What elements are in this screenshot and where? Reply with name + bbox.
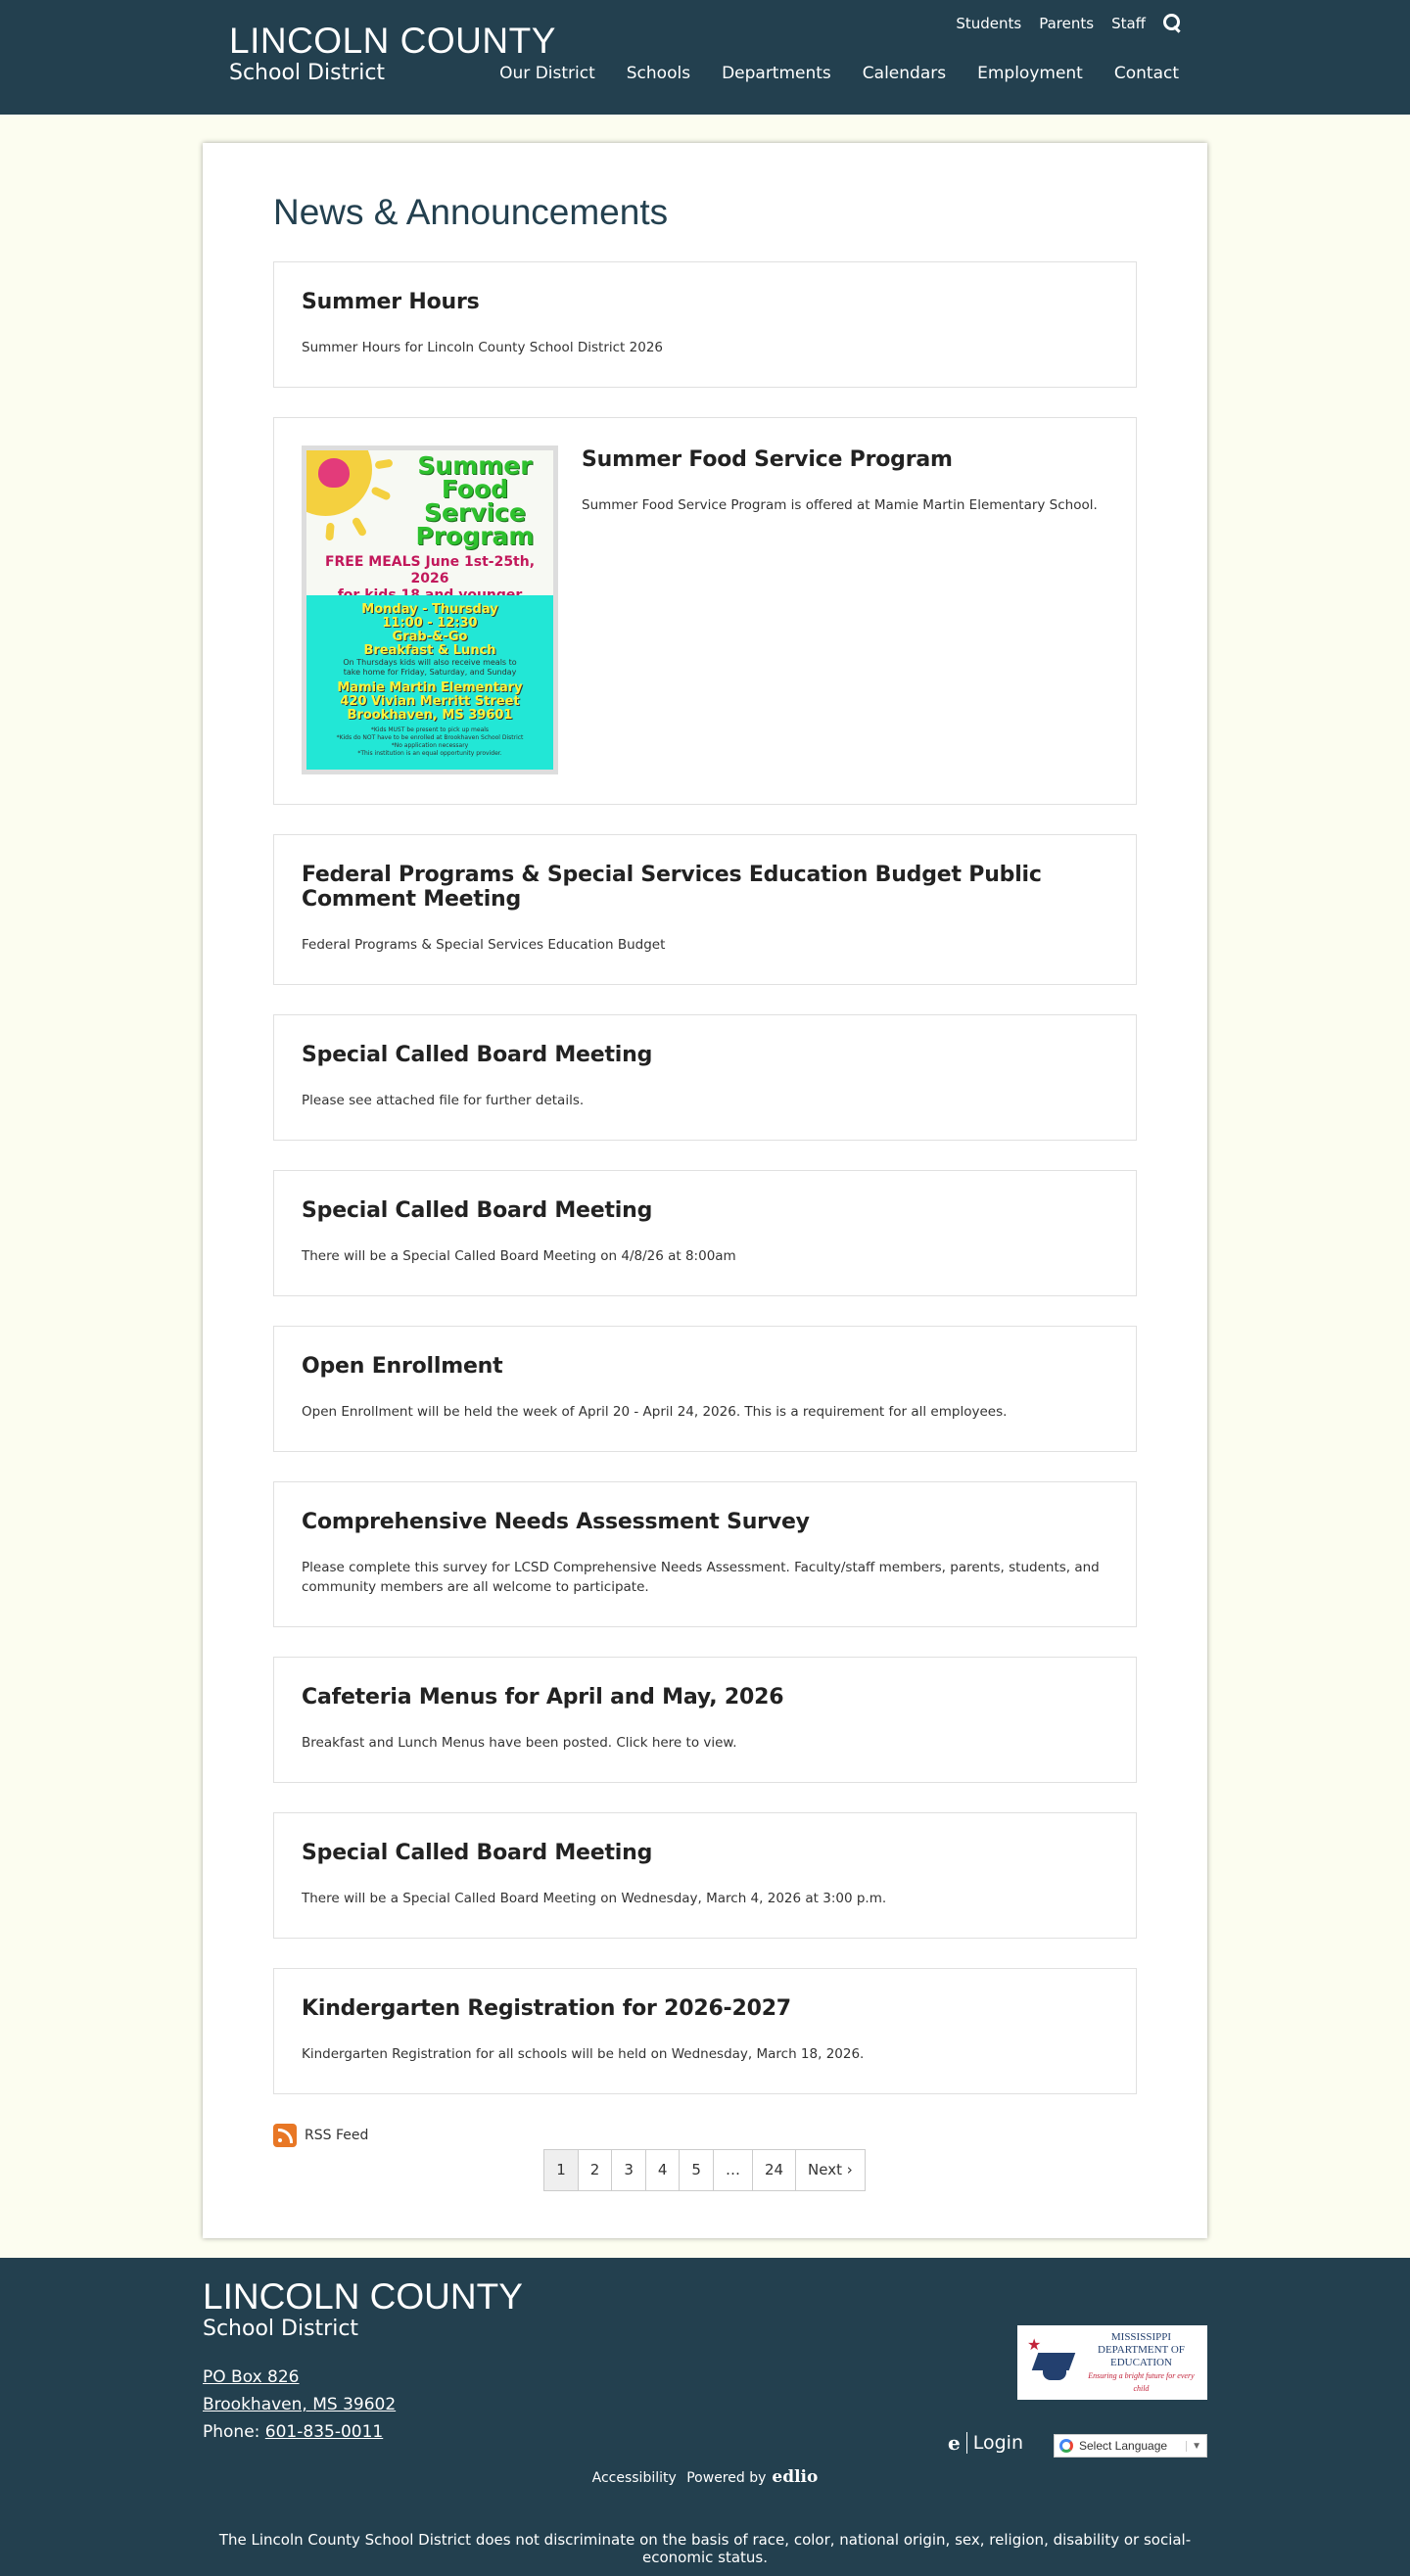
footer-address xyxy=(203,2364,396,2446)
site-logo-subtitle[interactable]: School District xyxy=(229,61,386,85)
news-item xyxy=(273,261,1137,388)
news-item xyxy=(273,1481,1137,1627)
google-icon xyxy=(1059,2439,1073,2453)
utility-nav xyxy=(956,14,1183,33)
news-summary: Please complete this survey for LCSD Comprehensive Needs Assessment. Faculty/staff members, parents, students, and community members are all welcome to participate. xyxy=(302,1560,1100,1595)
news-title[interactable]: Summer Hours xyxy=(302,290,480,314)
news-item xyxy=(273,417,1137,805)
rss-icon xyxy=(273,2124,297,2147)
search-icon[interactable] xyxy=(1163,14,1183,33)
phone-label: Phone: xyxy=(203,2422,265,2442)
footer-logo-subtitle: School District xyxy=(203,2317,359,2341)
edlio-icon: e xyxy=(948,2431,961,2455)
nav-contact[interactable]: Contact xyxy=(1113,64,1179,83)
site-footer xyxy=(0,2258,1410,2576)
page-link-2[interactable]: 2 xyxy=(578,2149,613,2191)
nav-departments[interactable]: Departments xyxy=(722,64,831,83)
page-link-4[interactable]: 4 xyxy=(645,2149,681,2191)
news-title[interactable]: Kindergarten Registration for 2026-2027 xyxy=(302,1996,791,2021)
page-link-5[interactable]: 5 xyxy=(679,2149,714,2191)
page-link-1[interactable]: 1 xyxy=(543,2149,579,2191)
flyer-details: Monday - Thursday 11:00 - 12:30 Grab-&-Go Breakfast & Lunch On Thursdays kids will also receive meals to take home for Friday, Saturday, and Sunday Mamie Martin Elementary 420 Vivian Merritt Street Brookhaven, MS 39601 *Kids MUST be present to pick up meals *Kids do NOT have to be enrolled at Brookhaven School District *No application necessary *This institution is an equal opportunity provider. xyxy=(306,595,553,774)
news-item xyxy=(273,1014,1137,1141)
news-item xyxy=(273,1170,1137,1296)
main-nav xyxy=(499,64,1179,83)
address-line-2[interactable]: Brookhaven, MS 39602 xyxy=(203,2395,397,2414)
news-title[interactable]: Cafeteria Menus for April and May, 2026 xyxy=(302,1685,784,1710)
nav-schools[interactable]: Schools xyxy=(626,64,691,83)
page-ellipsis: … xyxy=(713,2149,753,2191)
news-title[interactable]: Federal Programs & Special Services Education Budget Public Comment Meeting xyxy=(302,863,1042,912)
page-link-24[interactable]: 24 xyxy=(752,2149,796,2191)
page-link-3[interactable]: 3 xyxy=(611,2149,646,2191)
news-summary: Please see attached file for further details. xyxy=(302,1093,585,1108)
footer-logo-title: LINCOLN COUNTY xyxy=(203,2276,523,2317)
news-summary: Summer Food Service Program is offered at Mamie Martin Elementary School. xyxy=(582,497,1098,513)
edlio-logo[interactable]: edlio xyxy=(772,2467,819,2487)
rss-feed-link[interactable] xyxy=(273,2124,1137,2147)
util-link-parents[interactable]: Parents xyxy=(1039,15,1095,32)
news-item xyxy=(273,834,1137,985)
flyer-free-meals: FREE MEALS June 1st-25th, 2026 xyxy=(324,554,536,586)
language-label: Select Language xyxy=(1079,2439,1168,2453)
pagination xyxy=(273,2149,1137,2191)
news-title[interactable]: Special Called Board Meeting xyxy=(302,1841,653,1865)
news-title[interactable]: Special Called Board Meeting xyxy=(302,1043,653,1067)
chevron-down-icon: ▼ xyxy=(1186,2441,1201,2452)
news-item xyxy=(273,1812,1137,1939)
apple-icon xyxy=(318,458,350,488)
news-summary: Summer Hours for Lincoln County School District 2026 xyxy=(302,340,663,355)
site-header xyxy=(0,0,1410,115)
login-link[interactable] xyxy=(948,2431,1023,2455)
accessibility-link[interactable]: Accessibility xyxy=(591,2470,677,2486)
news-summary: Open Enrollment will be held the week of April 20 - April 24, 2026. This is a requirement for all employees. xyxy=(302,1404,1008,1420)
summer-food-flyer-image[interactable] xyxy=(302,445,558,774)
news-summary: Federal Programs & Special Services Education Budget xyxy=(302,937,666,953)
address-line-1[interactable]: PO Box 826 xyxy=(203,2367,300,2387)
news-item xyxy=(273,1968,1137,2094)
news-item xyxy=(273,1326,1137,1452)
news-title[interactable]: Special Called Board Meeting xyxy=(302,1198,653,1223)
news-summary: There will be a Special Called Board Meeting on 4/8/26 at 8:00am xyxy=(302,1248,736,1264)
nav-employment[interactable]: Employment xyxy=(977,64,1083,83)
news-summary: Kindergarten Registration for all schools will be held on Wednesday, March 18, 2026. xyxy=(302,2046,865,2062)
main-content xyxy=(203,143,1207,2238)
login-label: Login xyxy=(972,2432,1023,2454)
footer-disclaimer: The Lincoln County School District does not discriminate on the basis of race, color, national origin, sex, religion, disability or social-economic status. xyxy=(218,2531,1192,2566)
site-logo-title[interactable]: LINCOLN COUNTY xyxy=(229,21,556,61)
powered-by-label: Powered by xyxy=(686,2470,767,2486)
news-title[interactable]: Open Enrollment xyxy=(302,1354,503,1379)
footer-links xyxy=(203,2467,1207,2487)
flyer-title: Summer Food Service Program xyxy=(415,451,535,550)
page-title: News & Announcements xyxy=(273,192,669,232)
news-summary: There will be a Special Called Board Meeting on Wednesday, March 4, 2026 at 3:00 p.m. xyxy=(302,1891,887,1906)
util-link-students[interactable]: Students xyxy=(956,15,1022,32)
util-link-staff[interactable]: Staff xyxy=(1111,15,1146,32)
rss-feed-label: RSS Feed xyxy=(305,2128,369,2143)
nav-our-district[interactable]: Our District xyxy=(499,64,595,83)
nav-calendars[interactable]: Calendars xyxy=(862,64,947,83)
language-select[interactable] xyxy=(1054,2434,1207,2458)
news-title[interactable]: Comprehensive Needs Assessment Survey xyxy=(302,1510,810,1534)
mississippi-dept-education-logo[interactable]: ★ MISSISSIPPI DEPARTMENT OF EDUCATION Ensuring a bright future for every child xyxy=(1017,2325,1207,2400)
next-page-button[interactable]: Next › xyxy=(795,2149,866,2191)
news-summary: Breakfast and Lunch Menus have been posted. Click here to view. xyxy=(302,1735,737,1751)
news-item xyxy=(273,1657,1137,1783)
graduation-cap-icon: ★ xyxy=(1025,2339,1075,2386)
news-title[interactable]: Summer Food Service Program xyxy=(582,447,953,472)
phone-link[interactable]: 601-835-0011 xyxy=(264,2422,384,2442)
